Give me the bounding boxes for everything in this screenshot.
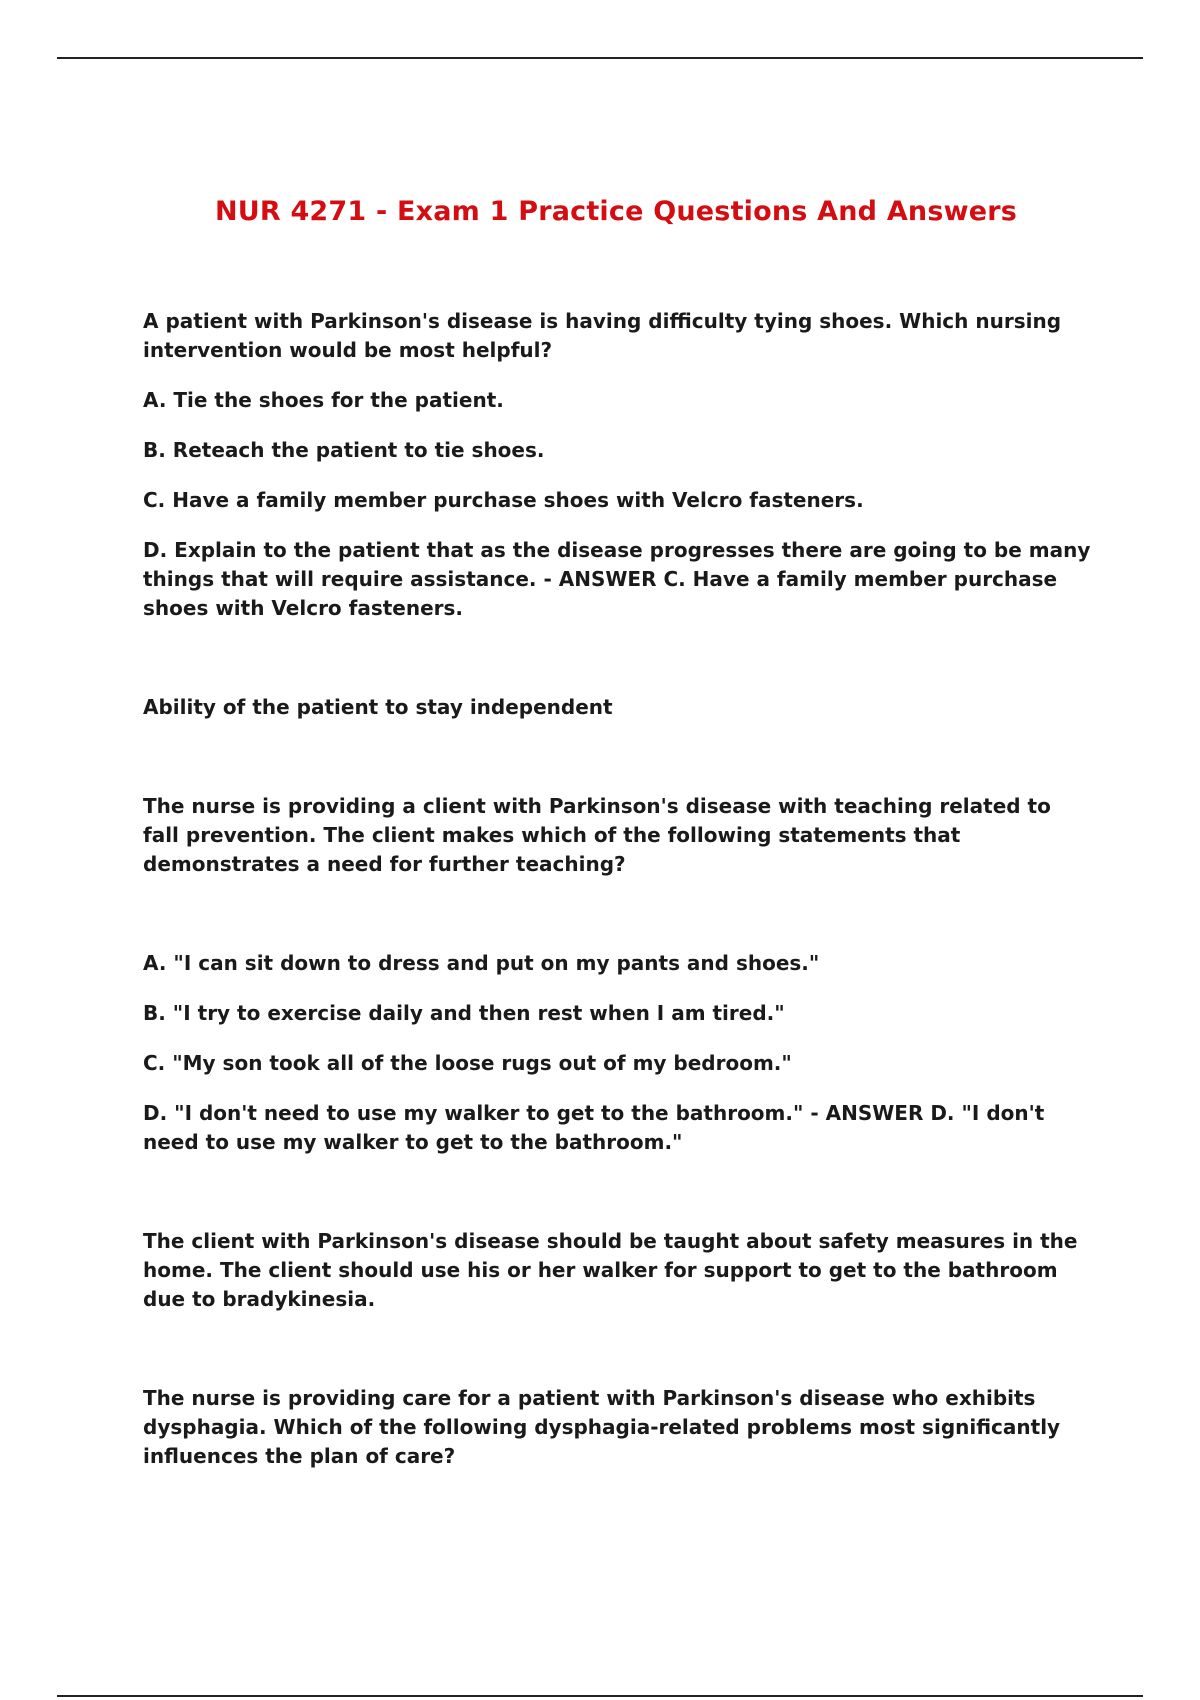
question-1-option-d-answer: D. Explain to the patient that as the disease progresses there are going to be many things that will require assistance. - ANSWER C. Have a family member purchase shoes with Velcro fasteners. [143,538,1091,620]
question-2-option-d-answer: D. "I don't need to use my walker to get to the bathroom." - ANSWER D. "I don't need to use my walker to get to the bathroom." [143,1101,1045,1154]
question-1-stem: A patient with Parkinson's disease is having difficulty tying shoes. Which nursing intervention would be most helpful? [143,309,1062,362]
question-2-rationale: The client with Parkinson's disease should be taught about safety measures in the home. The client should use his or her walker for support to get to the bathroom due to bradykinesia. [143,1229,1078,1311]
question-1-option-b: B. Reteach the patient to tie shoes. [143,438,545,462]
question-1-rationale: Ability of the patient to stay independent [143,695,613,719]
question-3-stem: The nurse is providing care for a patient with Parkinson's disease who exhibits dysphagia. Which of the following dysphagia-related problems most significantly influences the plan of care? [143,1386,1061,1468]
question-2-option-a: A. "I can sit down to dress and put on my pants and shoes." [143,951,820,975]
question-1-option-a: A. Tie the shoes for the patient. [143,388,504,412]
question-1-option-c: C. Have a family member purchase shoes with Velcro fasteners. [143,488,864,512]
question-2-option-b: B. "I try to exercise daily and then rest when I am tired." [143,1001,785,1025]
bottom-rule [57,1695,1143,1697]
question-2-option-c: C. "My son took all of the loose rugs out of my bedroom." [143,1051,792,1075]
question-2-stem: The nurse is providing a client with Parkinson's disease with teaching related to fall prevention. The client makes which of the following statements that demonstrates a need for further teaching? [143,794,1051,876]
top-rule [57,57,1143,59]
document-body [143,307,1093,1471]
document-title: NUR 4271 - Exam 1 Practice Questions And Answers [214,196,1018,227]
